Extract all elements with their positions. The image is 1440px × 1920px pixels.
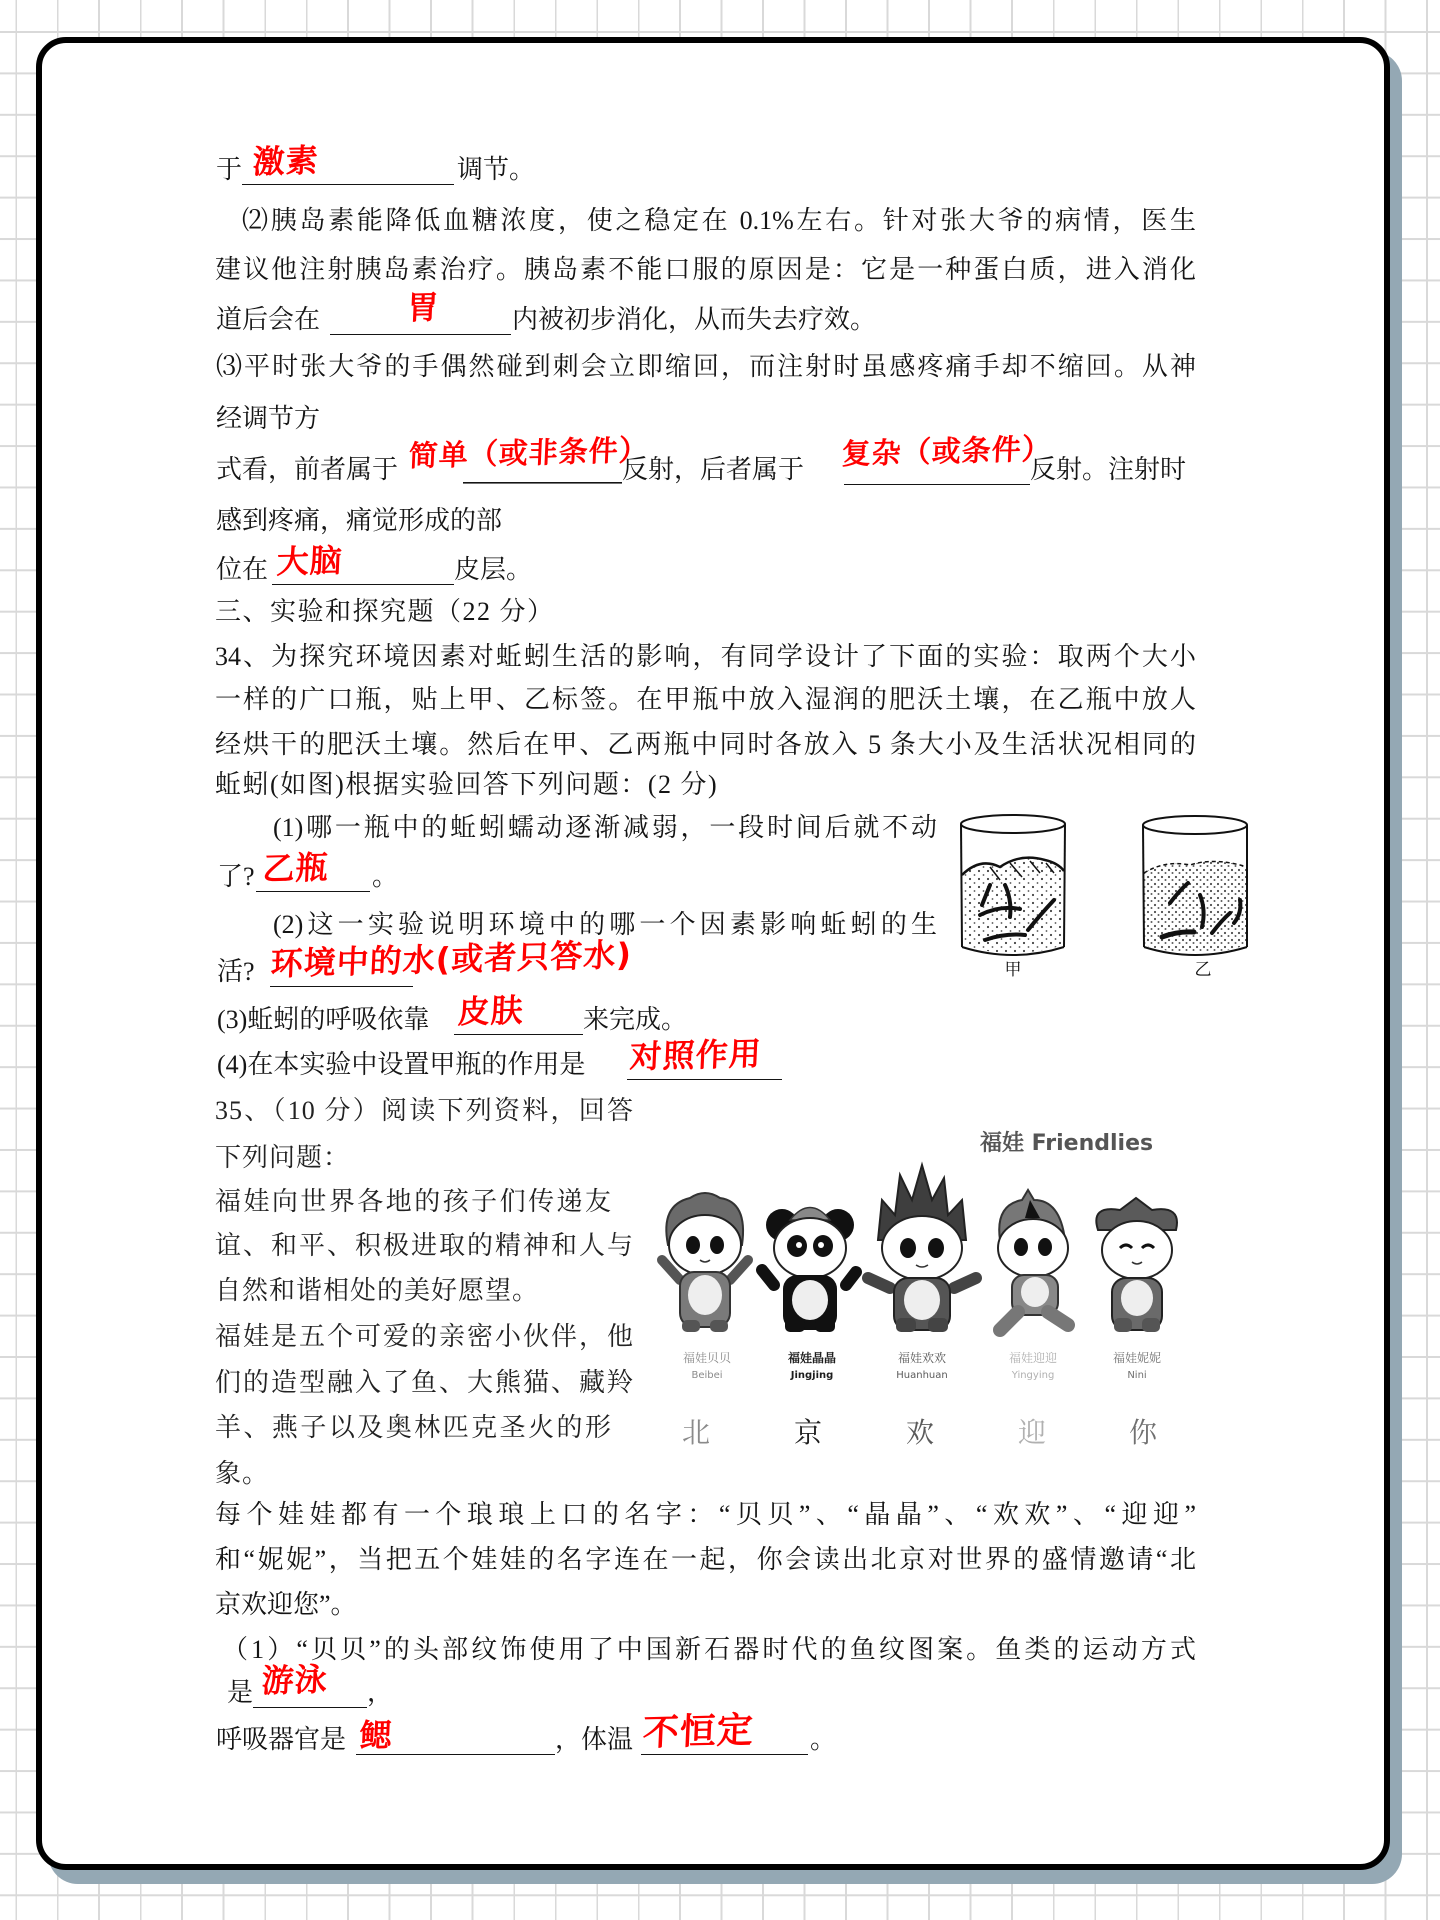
mascot-nini xyxy=(1096,1198,1177,1332)
mascot-name-en: Yingying xyxy=(1011,1370,1055,1381)
text-segment: 内被初步消化，从而失去疗效。 xyxy=(512,305,877,334)
q35-passage-line: 福娃向世界各地的孩子们传递友 xyxy=(215,1187,612,1216)
q34-sub1-question: (1)哪一瓶中的蚯蚓蠕动逐渐减弱，一段时间后就不动 xyxy=(273,813,937,842)
fuwa-mascots-figure xyxy=(650,1120,1200,1460)
q35-passage-line: 羊、燕子以及奥林匹克圣火的形 xyxy=(215,1413,612,1442)
answer-blank xyxy=(454,991,583,1035)
mascot-name-cn: 福娃贝贝 xyxy=(682,1351,732,1365)
mascot-name-en: Huanhuan xyxy=(896,1370,948,1381)
q34-intro-line: 一样的广口瓶，贴上甲、乙标签。在甲瓶中放入湿润的肥沃土壤，在乙瓶中放人 xyxy=(215,685,1196,714)
slogan-char: 北 xyxy=(681,1416,711,1449)
mascot-yingying xyxy=(998,1190,1068,1330)
handwritten-answer: 简单（或非条件） xyxy=(408,432,650,473)
q35-passage-line: 福娃是五个可爱的亲密小伙伴，他 xyxy=(215,1322,634,1351)
answer-blank xyxy=(253,1660,367,1708)
mascot-jingjing xyxy=(762,1208,856,1333)
mascot-name-en: Nini xyxy=(1127,1370,1147,1381)
answer-blank xyxy=(242,141,454,185)
mascot-name-en: Jingjing xyxy=(790,1370,834,1381)
text-segment: 呼吸器官是 xyxy=(216,1725,347,1754)
mascot-name-cn: 福娃妮妮 xyxy=(1112,1351,1162,1365)
text-segment: 于 xyxy=(216,155,243,184)
q33-line-3: 建议他注射胰岛素治疗。胰岛素不能口服的原因是：它是一种蛋白质，进入消化 xyxy=(215,255,1196,284)
text-segment: 反射。注射时 xyxy=(1030,455,1187,484)
q34-intro-line: 经烘干的肥沃土壤。然后在甲、乙两瓶中同时各放入 5 条大小及生活状况相同的 xyxy=(215,730,1196,759)
handwritten-answer: 激素 xyxy=(251,141,320,182)
q33-line-2: ⑵胰岛素能降低血糖浓度，使之稳定在 0.1%左右。针对张大爷的病情，医生 xyxy=(242,206,1196,235)
text-segment: 反射，后者属于 xyxy=(622,455,805,484)
mascot-name-cn: 福娃欢欢 xyxy=(897,1351,947,1365)
q33-line-5: ⑶平时张大爷的手偶然碰到刺会立即缩回，而注射时虽感疼痛手却不缩回。从神 xyxy=(216,352,1196,381)
section-title: 三、实验和探究题（22 分） xyxy=(215,597,555,626)
answer-blank xyxy=(256,848,370,892)
handwritten-answer: 胃 xyxy=(405,288,441,328)
q35-passage-line: 自然和谐相处的美好愿望。 xyxy=(215,1276,540,1305)
answer-blank xyxy=(272,541,454,585)
q35-passage-line: 们的造型融入了鱼、大熊猫、藏羚 xyxy=(215,1368,634,1397)
text-segment: 皮层。 xyxy=(454,555,533,584)
q34-sub2-question: (2)这一实验说明环境中的哪一个因素影响蚯蚓的生 xyxy=(273,910,937,939)
text-segment: 是 xyxy=(227,1678,254,1707)
slogan-char: 欢 xyxy=(905,1416,935,1449)
handwritten-answer: 不恒定 xyxy=(641,1710,755,1755)
handwritten-answer: 对照作用 xyxy=(628,1034,763,1077)
handwritten-answer: 大脑 xyxy=(275,541,344,582)
q35-sub1-question: （1）“贝贝”的头部纹饰使用了中国新石器时代的鱼纹图案。鱼类的运动方式 xyxy=(222,1635,1196,1664)
q35-passage-line: 象。 xyxy=(215,1459,270,1488)
slogan-char: 迎 xyxy=(1017,1416,1047,1449)
handwritten-answer: 乙瓶 xyxy=(261,848,330,889)
q35-names-line: 京欢迎您”。 xyxy=(215,1590,357,1619)
handwritten-answer: 环境中的水(或者只答水) xyxy=(269,935,633,984)
answer-blank xyxy=(841,431,1053,485)
jar-label: 乙 xyxy=(1194,960,1212,980)
jar-moist-soil xyxy=(961,815,1065,980)
handwritten-answer: 鳃 xyxy=(358,1716,394,1756)
q33-line-6: 经调节方 xyxy=(216,404,321,433)
mascot-name-en: Beibei xyxy=(691,1370,723,1381)
figure-title: 福娃 Friendlies xyxy=(980,1131,1154,1156)
jar-label: 甲 xyxy=(1004,960,1022,980)
mascot-huanhuan xyxy=(868,1165,976,1332)
jar-dry-soil xyxy=(1143,816,1247,980)
answer-blank xyxy=(269,935,633,987)
text-segment: (3)蚯蚓的呼吸依靠 xyxy=(217,1005,430,1034)
q34-intro-line: 34、为探究环境因素对蚯蚓生活的影响，有同学设计了下面的实验：取两个大小 xyxy=(215,642,1196,671)
q35-passage-line: 谊、和平、积极进取的精神和人与 xyxy=(215,1231,634,1260)
q33-line-8: 感到疼痛，痛觉形成的部 xyxy=(216,506,503,535)
text-segment: 了? xyxy=(217,862,255,891)
text-segment: 式看，前者属于 xyxy=(216,455,399,484)
handwritten-answer: 皮肤 xyxy=(456,991,525,1032)
text-segment: 位在 xyxy=(216,555,269,584)
q34-intro-line: 蚯蚓(如图)根据实验回答下列问题：(2 分) xyxy=(215,770,719,799)
q35-names-line: 每个娃娃都有一个琅琅上口的名字：“贝贝”、“晶晶”、“欢欢”、“迎迎” xyxy=(215,1500,1196,1529)
mascot-name-cn: 福娃迎迎 xyxy=(1008,1351,1058,1365)
q35-names-line: 和“妮妮”，当把五个娃娃的名字连在一起，你会读出北京对世界的盛情邀请“北 xyxy=(215,1545,1196,1574)
text-segment: 调节。 xyxy=(457,155,536,184)
text-segment: 来完成。 xyxy=(583,1005,688,1034)
q35-heading-line: 35、（10 分）阅读下列资料，回答 xyxy=(215,1096,634,1125)
answer-blank xyxy=(627,1034,782,1080)
mascot-name-cn: 福娃晶晶 xyxy=(787,1351,837,1365)
text-segment: 活? xyxy=(217,957,255,986)
text-segment: 。 xyxy=(372,862,399,891)
handwritten-answer: 游泳 xyxy=(260,1660,329,1701)
text-segment: (4)在本实验中设置甲瓶的作用是 xyxy=(217,1050,586,1079)
q35-heading-line: 下列问题： xyxy=(215,1143,351,1172)
text-segment: 道后会在 xyxy=(216,305,321,334)
slogan-char: 你 xyxy=(1128,1416,1158,1449)
answer-blank xyxy=(408,432,650,484)
text-segment: ， xyxy=(367,1678,394,1707)
handwritten-answer: 复杂（或条件） xyxy=(841,431,1053,471)
answer-blank xyxy=(356,1716,555,1756)
answer-blank xyxy=(330,288,511,335)
slogan-char: 京 xyxy=(793,1416,823,1449)
mascot-beibei xyxy=(662,1193,748,1332)
answer-blank xyxy=(641,1710,808,1755)
text-segment: 。 xyxy=(810,1725,837,1754)
earthworm-jars-figure xyxy=(950,805,1270,985)
text-segment: ，体温 xyxy=(555,1725,634,1754)
